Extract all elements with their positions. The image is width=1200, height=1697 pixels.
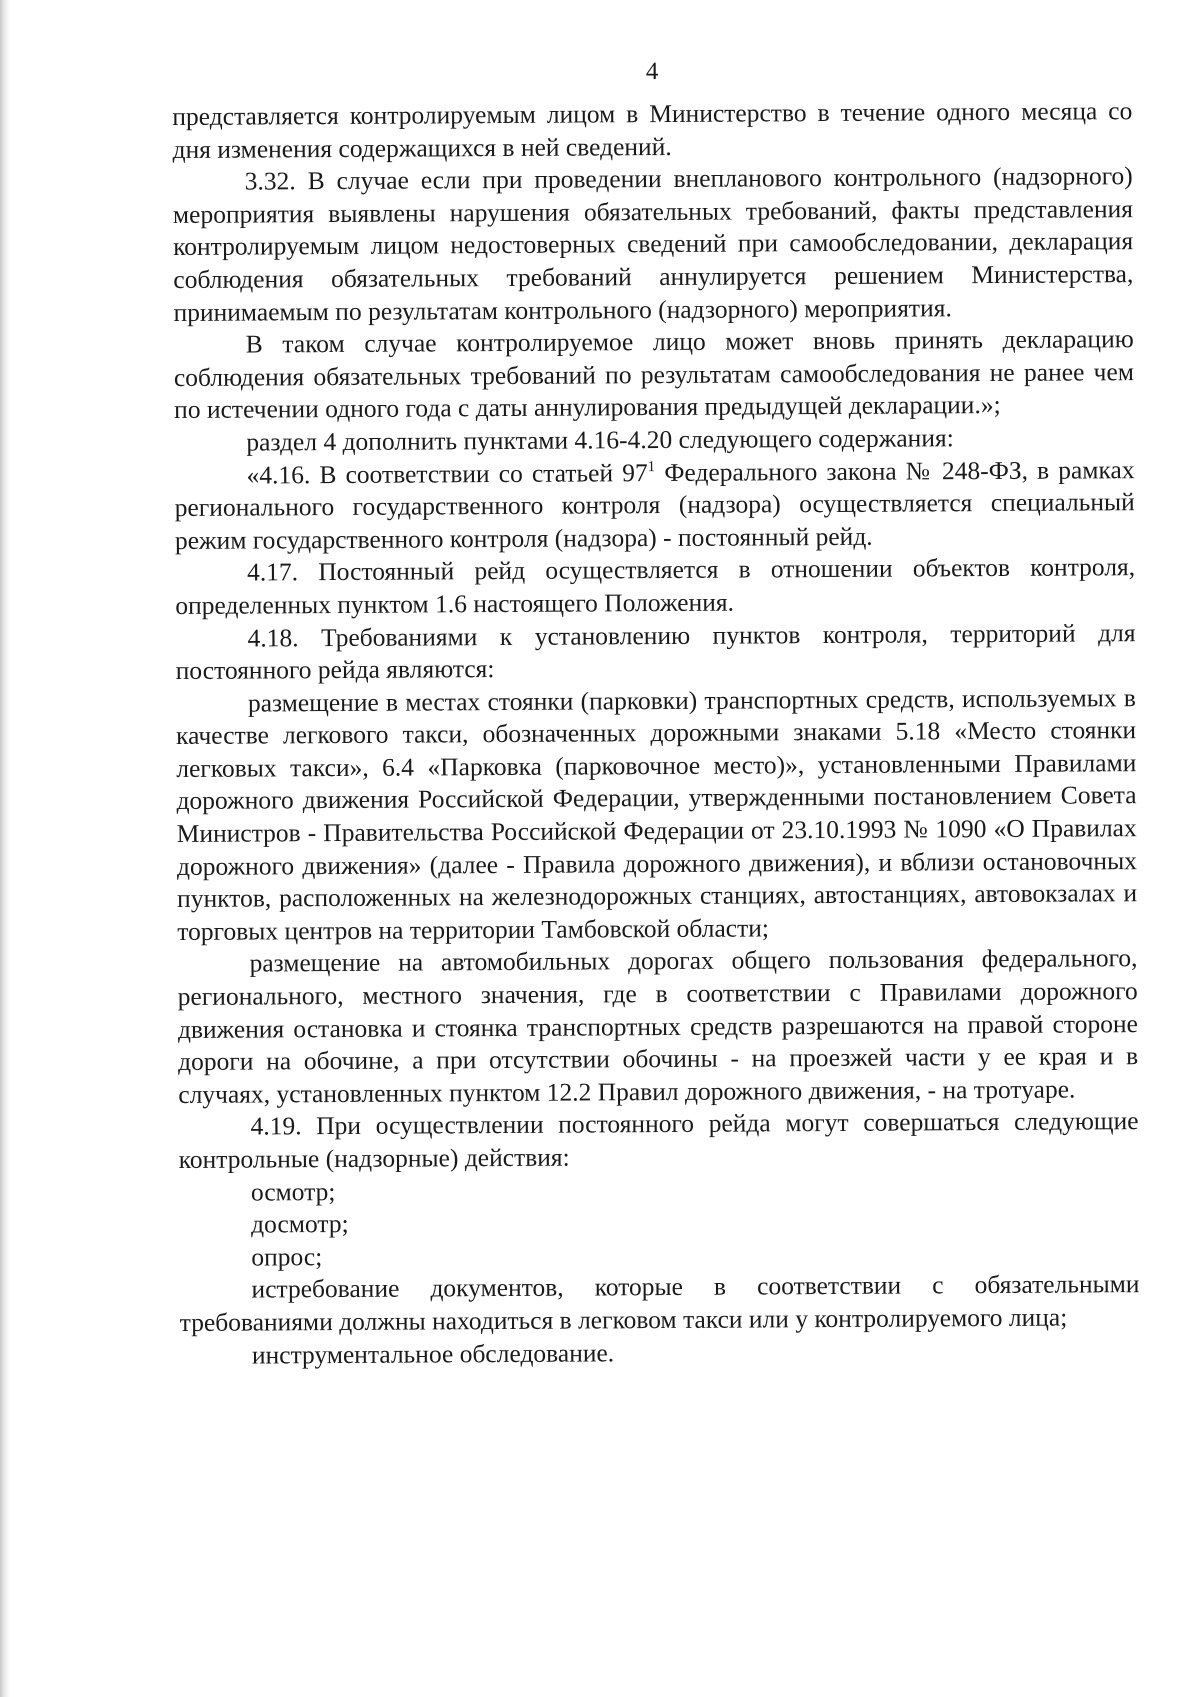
scan-edge-shadow	[0, 0, 10, 1697]
paragraph-continuation: представляется контролируемым лицом в Министерство в течение одного месяца со дня изменения содержащихся в ней сведений.	[172, 96, 1133, 164]
list-item-interview: опрос;	[251, 1241, 323, 1272]
list-item-search: досмотр;	[251, 1209, 349, 1239]
paragraph-4-16-text-rest: Федерального закона № 248-ФЗ, в рамках регионального государственного контроля (надзора) осуществляется специальный режим государственного контроля (надзора) - постоянный рейд.	[174, 454, 1135, 555]
paragraph-3-32: 3.32. В случае если при проведении внепланового контрольного (надзорного) мероприятия выявлены нарушения обязательных требований, факты представления контролируемым лицом недостоверных сведений при самообследовании, декларация соблюдения обязательных требований аннулируется решением Министерства, принимаемым по результатам контрольного (надзорного) мероприятия.	[172, 161, 1134, 327]
paragraph-repeat-declaration: В таком случае контролируемое лицо может вновь принять декларацию соблюдения обязательных требований по результатам самообследования не ранее чем по истечении одного года с даты аннулирования предыдущей декларации.»;	[173, 324, 1135, 425]
paragraph-4-19: 4.19. При осуществлении постоянного рейда могут совершаться следующие контрольные (надзорные) действия:	[178, 1106, 1139, 1174]
list-item-instrumental-survey: инструментальное обследование.	[251, 1337, 615, 1370]
paragraph-4-16	[174, 454, 1135, 558]
page-number: 4	[645, 58, 659, 86]
article-superscript: 1	[647, 458, 656, 475]
paragraph-4-17: 4.17. Постоянный рейд осуществляется в отношении объектов контроля, определенных пунктом 1.6 настоящего Положения.	[175, 552, 1136, 620]
paragraph-section-4-amendment: раздел 4 дополнить пунктами 4.16-4.20 следующего содержания:	[246, 423, 954, 457]
list-item-inspection: осмотр;	[250, 1176, 336, 1207]
paragraph-road-placement: размещение на автомобильных дорогах общего пользования федерального, регионального, местного значения, где в соответствии с Правилами дорожного движения остановка и стоянка транспортных средств разрешаются на правой стороне дороги на обочине, а при отсутствии обочины - на проезжей части у ее края и в случаях, установленных пунктом 12.2 Правил дорожного движения, - на тротуаре.	[177, 943, 1139, 1109]
document-page	[172, 54, 1140, 1372]
paragraph-4-18: 4.18. Требованиями к установлению пунктов контроля, территорий для постоянного рейда являются:	[175, 617, 1136, 686]
paragraph-document-request: истребование документов, которые в соответствии с обязательными требованиями должны находиться в легковом такси или у контролируемого лица;	[179, 1269, 1140, 1337]
paragraph-parking-placement: размещение в местах стоянки (парковки) транспортных средств, используемых в качестве легкового такси, обозначенных дорожными знаками 5.18 «Место стоянки легковых такси», 6.4 «Парковка (парковочное место)», установленными Правилами дорожного движения Российской Федерации, утвержденными постановлением Совета Министров - Правительства Российской Федерации от 23.10.1993 № 1090 «О Правилах дорожного движения» (далее - Правила дорожного движения), и вблизи остановочных пунктов, расположенных на железнодорожных станциях, автостанциях, автовокзалах и торговых центров на территории Тамбовской области;	[176, 682, 1138, 946]
paragraph-4-16-text: «4.16. В соответствии со статьей 97	[246, 457, 648, 490]
